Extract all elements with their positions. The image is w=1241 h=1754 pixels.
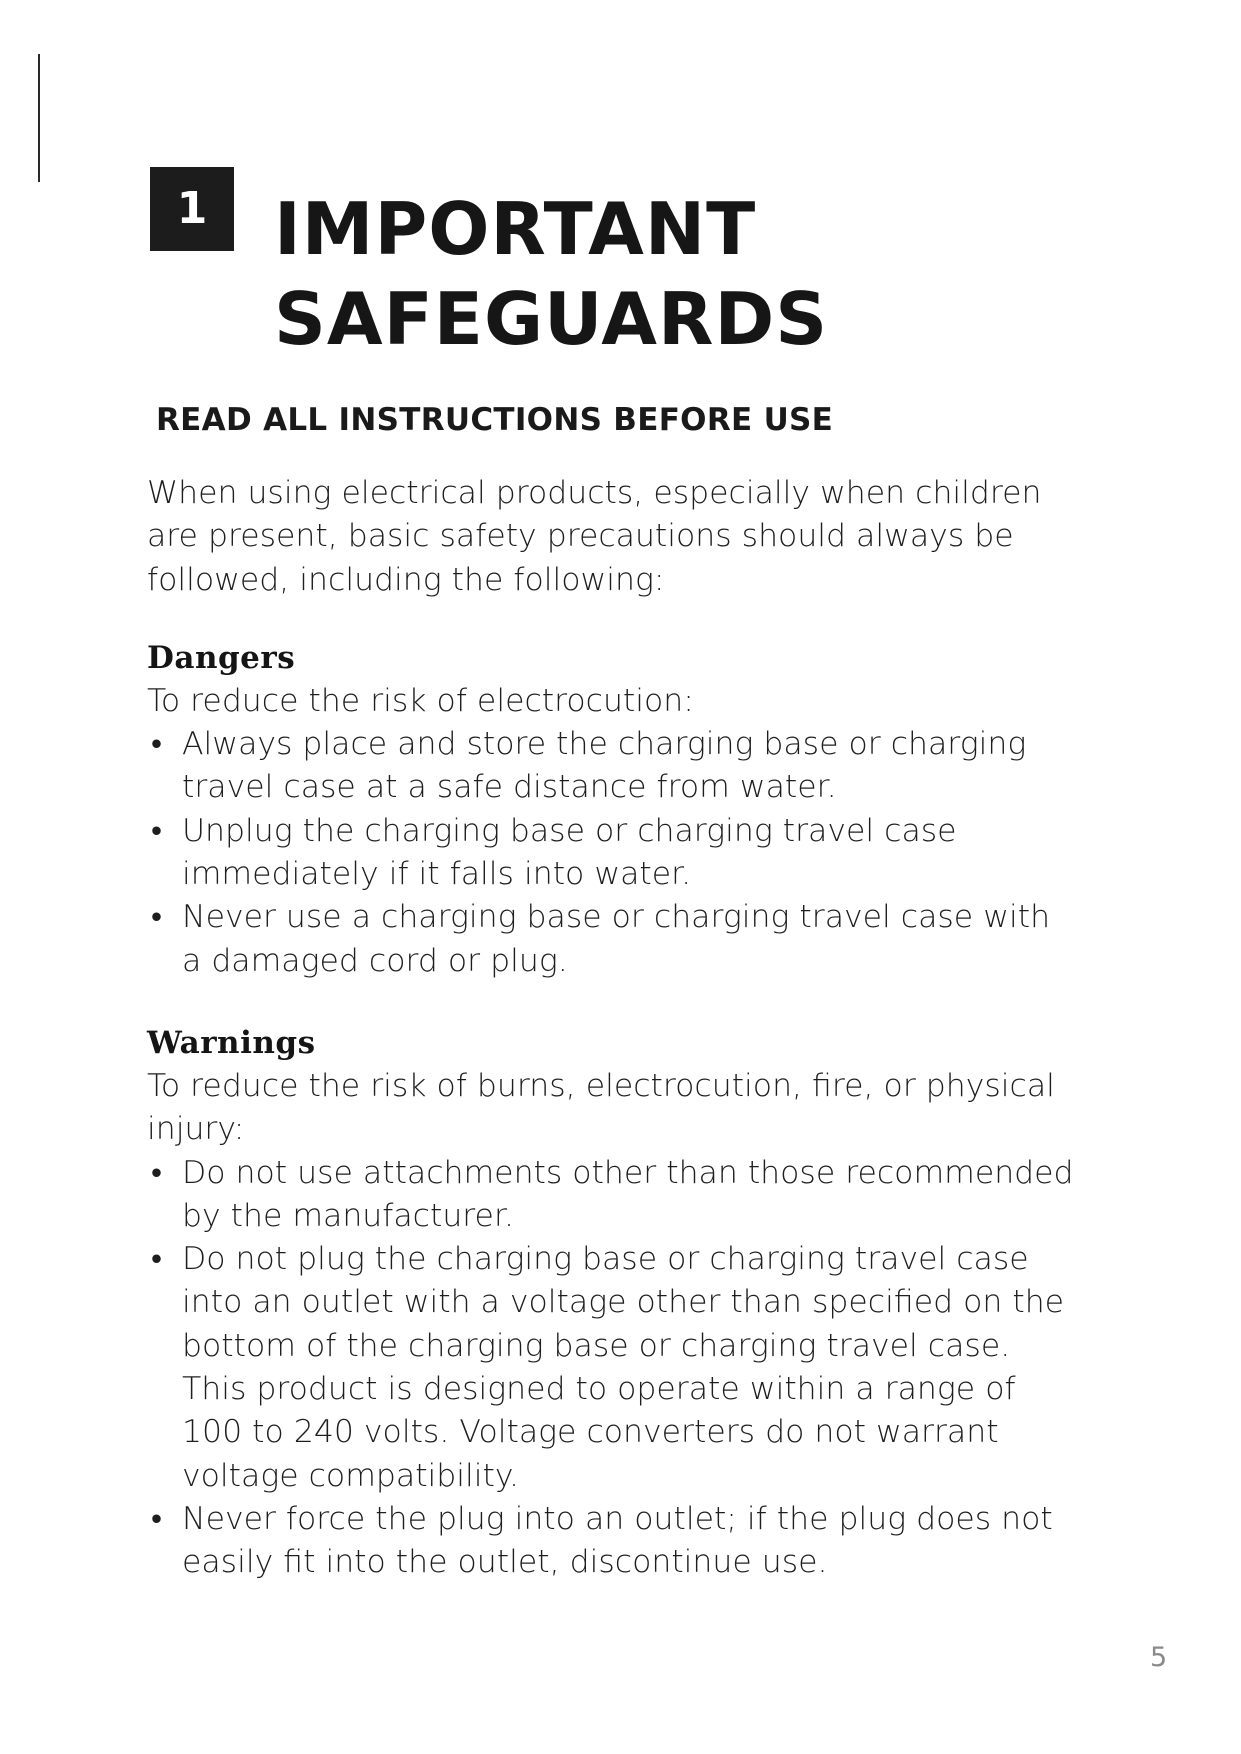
chapter-title bbox=[274, 184, 828, 364]
bullet-icon: • bbox=[151, 1500, 163, 1537]
warnings-section bbox=[147, 1021, 1077, 1585]
list-item bbox=[147, 1152, 1077, 1239]
dangers-lead: To reduce the risk of electrocution: bbox=[147, 682, 694, 719]
list-item bbox=[147, 810, 1077, 897]
bullet-icon: • bbox=[151, 726, 163, 763]
list-item-text: Do not use attachments other than those recommended by the manufacturer. bbox=[182, 1154, 1074, 1234]
list-item-text: Never force the plug into an outlet; if the plug does not easily fit into the outlet, discontinue use. bbox=[182, 1500, 1053, 1581]
intro-paragraph: When using electrical products, especially when children are present, basic safety precautions should always be followed, including the following: bbox=[147, 475, 1042, 598]
dangers-heading: Dangers bbox=[147, 639, 296, 676]
list-item bbox=[147, 1498, 1077, 1585]
list-item-text: Always place and store the charging base or charging travel case at a safe distance from water. bbox=[182, 726, 1027, 806]
page-number: 5 bbox=[1150, 1642, 1168, 1673]
warnings-list bbox=[147, 1152, 1077, 1585]
bullet-icon: • bbox=[151, 1241, 163, 1278]
list-item-text: Do not plug the charging base or charging travel case into an outlet with a voltage other than specified on the bottom of the charging base or charging travel case. This product is designed to operate within a range of 100 to 240 volts. Voltage converters do not warrant voltage compatibility. bbox=[182, 1241, 1065, 1494]
dangers-section bbox=[147, 636, 1077, 983]
bullet-icon: • bbox=[151, 1154, 163, 1191]
page-content bbox=[147, 472, 1077, 1585]
margin-rule bbox=[38, 54, 40, 182]
dangers-list bbox=[147, 723, 1077, 983]
list-item bbox=[147, 723, 1077, 810]
warnings-heading: Warnings bbox=[147, 1024, 316, 1061]
read-all-instructions-heading: READ ALL INSTRUCTIONS BEFORE USE bbox=[156, 402, 834, 438]
list-item bbox=[147, 1238, 1077, 1498]
list-item-text: Unplug the charging base or charging travel case immediately if it falls into water. bbox=[182, 812, 957, 893]
list-item bbox=[147, 896, 1077, 983]
warnings-lead: To reduce the risk of burns, electrocution, fire, or physical injury: bbox=[147, 1067, 1055, 1148]
list-item-text: Never use a charging base or charging travel case with a damaged cord or plug. bbox=[182, 899, 1051, 979]
chapter-number-badge: 1 bbox=[150, 167, 234, 251]
bullet-icon: • bbox=[151, 812, 163, 849]
bullet-icon: • bbox=[151, 899, 163, 936]
chapter-title-line-2: SAFEGUARDS bbox=[274, 277, 829, 361]
chapter-title-line-1: IMPORTANT bbox=[274, 187, 757, 271]
